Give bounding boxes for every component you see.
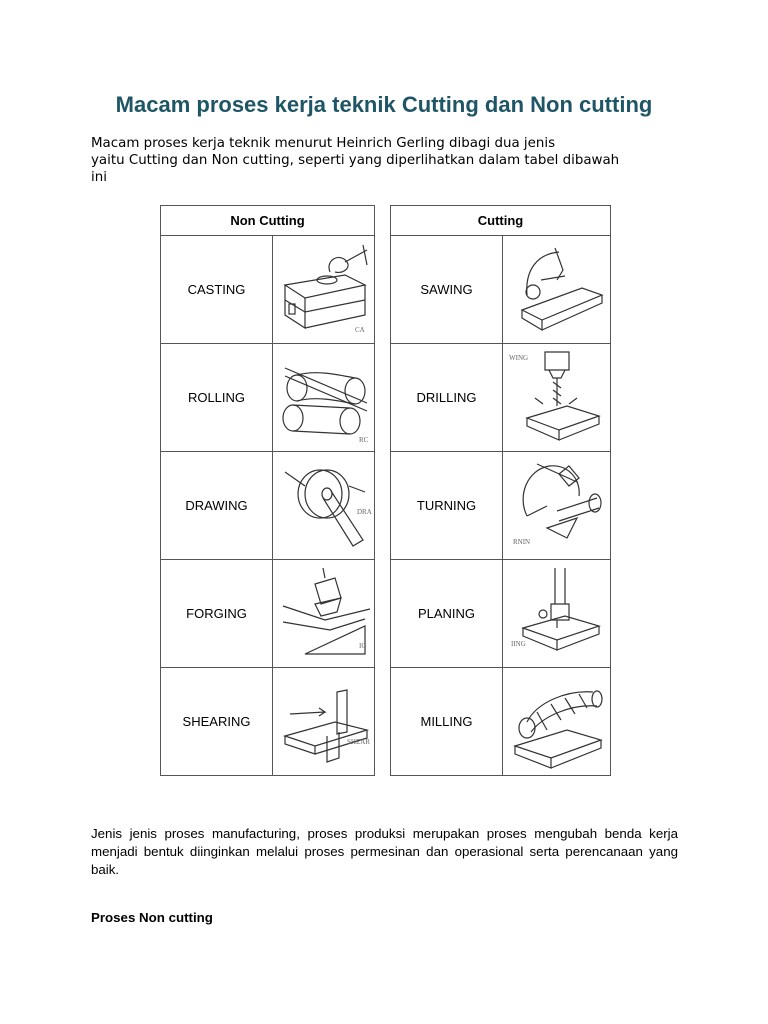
shearing-icon	[275, 672, 373, 772]
planing-label: PLANING	[391, 560, 503, 668]
rolling-caption: RC	[358, 435, 368, 444]
drawing-icon	[275, 456, 373, 556]
shearing-cell	[273, 668, 375, 776]
forging-icon	[275, 564, 373, 664]
turning-icon	[507, 456, 607, 556]
intro-line: Macam proses kerja teknik menurut Heinrich Gerling dibagi dua jenis	[91, 136, 556, 151]
casting-label: CASTING	[161, 236, 273, 344]
sawing-label: SAWING	[391, 236, 503, 344]
forging-label: FORGING	[161, 560, 273, 668]
intro-paragraph	[91, 135, 691, 186]
sawing-cell	[503, 236, 611, 344]
non-cutting-header: Non Cutting	[161, 206, 375, 236]
non-cutting-table	[160, 205, 375, 776]
body-paragraph: Jenis jenis proses manufacturing, proses produksi merupakan proses mengubah benda kerja menjadi bentuk diinginkan melalui proses permesinan dan operasional serta perencanaan yang baik.	[91, 826, 678, 877]
turning-cell	[503, 452, 611, 560]
sawing-icon	[507, 240, 607, 340]
forging-cell	[273, 560, 375, 668]
intro-line: yaitu Cutting dan Non cutting, seperti yang diperlihatkan dalam tabel dibawah	[91, 153, 620, 168]
forging-caption: IG	[358, 641, 366, 650]
casting-cell	[273, 236, 375, 344]
planing-icon	[507, 564, 607, 664]
shearing-label: SHEARING	[161, 668, 273, 776]
cutting-header: Cutting	[391, 206, 611, 236]
shearing-caption: SHEAR	[346, 737, 370, 746]
drilling-caption: WING	[508, 353, 528, 362]
milling-label: MILLING	[391, 668, 503, 776]
drawing-label: DRAWING	[161, 452, 273, 560]
rolling-cell	[273, 344, 375, 452]
drawing-caption: DRA	[356, 507, 372, 516]
drilling-label: DRILLING	[391, 344, 503, 452]
turning-caption: RNIN	[512, 537, 530, 546]
planing-cell	[503, 560, 611, 668]
rolling-icon	[275, 348, 373, 448]
intro-line: ini	[91, 170, 107, 185]
drilling-cell	[503, 344, 611, 452]
milling-cell	[503, 668, 611, 776]
rolling-label: ROLLING	[161, 344, 273, 452]
process-table	[160, 205, 610, 776]
drilling-icon	[507, 348, 607, 448]
turning-label: TURNING	[391, 452, 503, 560]
casting-icon	[275, 240, 373, 340]
casting-caption: CA	[354, 325, 365, 334]
drawing-cell	[273, 452, 375, 560]
cutting-table	[390, 205, 611, 776]
milling-icon	[507, 672, 607, 772]
planing-caption: IING	[510, 639, 526, 648]
page-title: Macam proses kerja teknik Cutting dan Non cutting	[115, 92, 653, 117]
section-heading: Proses Non cutting	[91, 910, 213, 925]
